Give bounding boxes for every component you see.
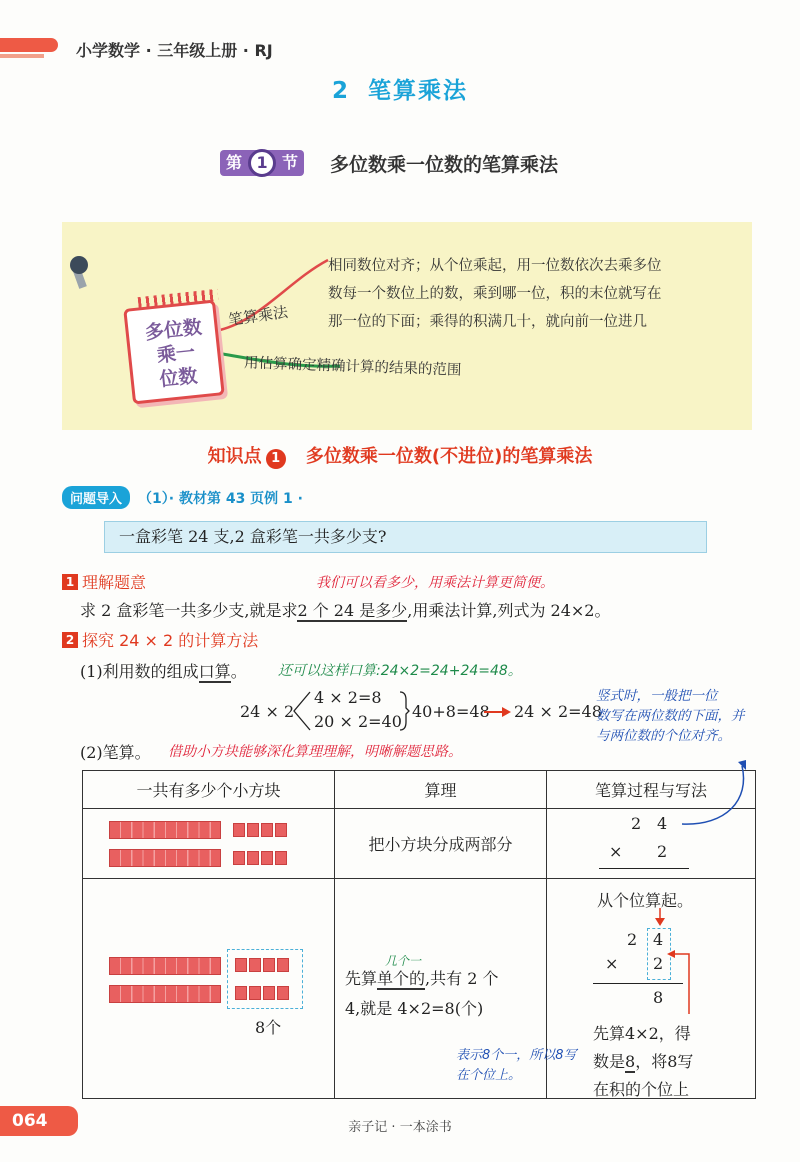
unit-blocks	[235, 958, 289, 972]
expr-left: 24 × 2	[240, 702, 295, 721]
intro-badge: 问题导入	[62, 486, 130, 509]
ten-block	[109, 849, 221, 867]
table-row	[83, 809, 756, 879]
process-explanation	[593, 1020, 693, 1104]
side-note-3: 与两位数的个位对齐。	[596, 728, 731, 744]
step2-title: 探究 24 × 2 的计算方法	[82, 631, 259, 650]
step2-heading	[62, 628, 258, 651]
reason-underlined: 单个的	[377, 968, 426, 988]
step1-heading	[62, 570, 146, 593]
book-title: 小学数学 · 三年级上册 · RJ	[76, 41, 273, 60]
question-box: 一盒彩笔 24 支,2 盒彩笔一共多少支?	[104, 521, 707, 553]
explain-line-2	[593, 1048, 693, 1076]
unit-block	[247, 851, 259, 865]
col-header-process: 笔算过程与写法	[547, 771, 756, 809]
unit-block	[235, 958, 247, 972]
sub1-a: (1)利用数的组成	[80, 662, 199, 681]
step2-number: 2	[62, 632, 78, 648]
explain-line-3: 在积的个位上	[593, 1079, 690, 1099]
col-header-reason: 算理	[335, 771, 547, 809]
unit-block	[249, 958, 261, 972]
unit-block	[277, 958, 289, 972]
step1-number: 1	[62, 574, 78, 590]
reason-a: 先算	[345, 968, 378, 988]
section-post: 节	[282, 153, 299, 172]
unit-blocks	[233, 851, 287, 865]
block-group	[109, 985, 221, 1003]
expr-bracket-right	[398, 690, 410, 732]
unit-block	[275, 823, 287, 837]
branch-label-estimate: 用估算确定精确计算的结果的范围	[243, 355, 462, 379]
unit-blocks	[233, 823, 287, 837]
digit-ones: 4	[653, 929, 664, 949]
table-note-2: 在个位上。	[456, 1068, 522, 1083]
step1-text-a: 求 2 盒彩笔一共多少支,就是求	[80, 601, 298, 620]
digit-tens: 2	[627, 929, 638, 949]
digit-tens: 2	[631, 813, 642, 833]
unit-block	[233, 823, 245, 837]
table-row	[83, 879, 756, 1099]
section-title: 多位数乘一位数的笔算乘法	[330, 154, 559, 176]
block-group	[109, 821, 334, 839]
branch-label-written: 笔算乘法	[227, 302, 290, 330]
explain-underlined: 8	[625, 1051, 636, 1071]
unit-block	[263, 986, 275, 1000]
unit-block	[261, 823, 273, 837]
bracket-arrow-icon	[667, 948, 697, 1018]
intro-row	[62, 486, 303, 509]
table-note-1: 表示8个一，所以8写	[456, 1048, 577, 1063]
unit-block	[261, 851, 273, 865]
reason-c: ,共有 2 个	[425, 968, 499, 988]
step1-text	[80, 598, 610, 621]
kp-number: 1	[266, 449, 286, 469]
unit-block	[275, 851, 287, 865]
expr-bracket-left	[292, 690, 312, 732]
header-stripe	[0, 38, 58, 52]
unit-blocks	[235, 986, 289, 1000]
annotation-curve-arrow	[676, 760, 756, 836]
header-stripe-thin	[0, 54, 44, 58]
sub1-handnote: 还可以这样口算:24×2=24+24=48。	[278, 663, 522, 679]
intro-text: （1）· 教材第 43 页例 1 ·	[138, 490, 303, 507]
center-line-1: 多位数	[143, 316, 203, 345]
reason-cell: 把小方块分成两部分	[335, 809, 547, 879]
blocks-cell	[83, 879, 335, 1099]
unit-block	[247, 823, 259, 837]
times-sign: ×	[605, 953, 619, 973]
multiplier-digit: 2	[653, 953, 664, 973]
product-digit: 8	[653, 987, 664, 1007]
section-badge	[220, 148, 304, 178]
block-group	[109, 957, 221, 975]
unit-block	[233, 851, 245, 865]
block-group	[109, 849, 334, 867]
page-number: 064	[0, 1106, 78, 1136]
expr-top: 4 × 2=8	[314, 688, 382, 707]
times-sign: ×	[609, 841, 623, 861]
col-header-blocks: 一共有多少个小方块	[83, 771, 335, 809]
sub1-c: 。	[230, 662, 247, 681]
step1-title: 理解题意	[82, 573, 147, 592]
center-line-2: 乘一	[155, 341, 197, 367]
step1-handnote: 我们可以看多少，用乘法计算更简便。	[316, 575, 554, 591]
reason-line-2: 4,就是 4×2=8(个)	[345, 998, 484, 1018]
detail-line-3: 那一位的下面；乘得的积满几十，就向前一位进几	[328, 314, 647, 330]
mindmap-center	[128, 314, 223, 395]
step-label: 从个位算起。	[597, 890, 694, 910]
expr-sum: 40+8=48	[412, 702, 490, 721]
step2-sub1	[80, 659, 247, 682]
expr-result: 24 × 2=48	[514, 702, 602, 721]
explain-d: ，将8写	[635, 1051, 694, 1071]
unit-block	[249, 986, 261, 1000]
chapter-heading	[0, 72, 800, 105]
reason-handnote: 几个一	[385, 953, 422, 968]
step1-text-underlined: 2 个 24 是多少	[297, 601, 408, 620]
branch-detail	[328, 252, 728, 336]
multiplier-digit: 2	[657, 841, 668, 861]
digit-ones: 4	[657, 813, 668, 833]
ten-block	[109, 821, 221, 839]
side-note-1: 竖式时，一般把一位	[596, 688, 718, 704]
knowledge-point-heading	[0, 442, 800, 469]
process-cell	[547, 879, 756, 1099]
section-number: 1	[248, 149, 276, 177]
table-handnote	[456, 1046, 577, 1086]
side-handnote	[596, 686, 745, 746]
step2-sub2: (2)笔算。	[80, 743, 151, 762]
method-table	[82, 770, 756, 1099]
blocks-caption: 8个	[255, 1017, 282, 1037]
ten-block	[109, 985, 221, 1003]
chapter-title: 笔算乘法	[368, 78, 468, 104]
explain-line-1: 先算4×2，得	[593, 1023, 691, 1043]
blocks-cell	[83, 809, 335, 879]
step1-text-c: ,用乘法计算,列式为 24×2。	[407, 601, 611, 620]
unit-block	[263, 958, 275, 972]
ten-block	[109, 957, 221, 975]
expr-bottom: 20 × 2=40	[314, 712, 402, 731]
kp-label: 知识点	[207, 446, 262, 467]
unit-block	[277, 986, 289, 1000]
detail-line-2: 数每一个数位上的数，乘到哪一位，积的末位就写在	[328, 286, 662, 302]
chapter-number: 2	[331, 78, 350, 104]
sub2-handnote: 借助小方块能够深化算理理解，明晰解题思路。	[168, 744, 462, 760]
kp-title: 多位数乘一位数(不进位)的笔算乘法	[305, 446, 593, 467]
down-arrow-icon	[654, 908, 666, 928]
detail-line-1: 相同数位对齐；从个位乘起，用一位数依次去乘多位	[328, 258, 662, 274]
center-line-3: 位数	[158, 364, 199, 391]
reason-line-1	[345, 964, 538, 994]
side-note-2: 数写在两位数的下面，并	[596, 708, 745, 724]
footer-brand: 亲子记 · 一本涂书	[348, 1120, 452, 1135]
sub1-underlined: 口算	[198, 662, 231, 681]
pin-icon	[70, 256, 88, 274]
arrow-right-icon	[484, 706, 512, 718]
sum-line	[599, 868, 689, 869]
unit-block	[235, 986, 247, 1000]
section-pre: 第	[226, 153, 243, 172]
explain-b: 数是	[593, 1051, 626, 1071]
